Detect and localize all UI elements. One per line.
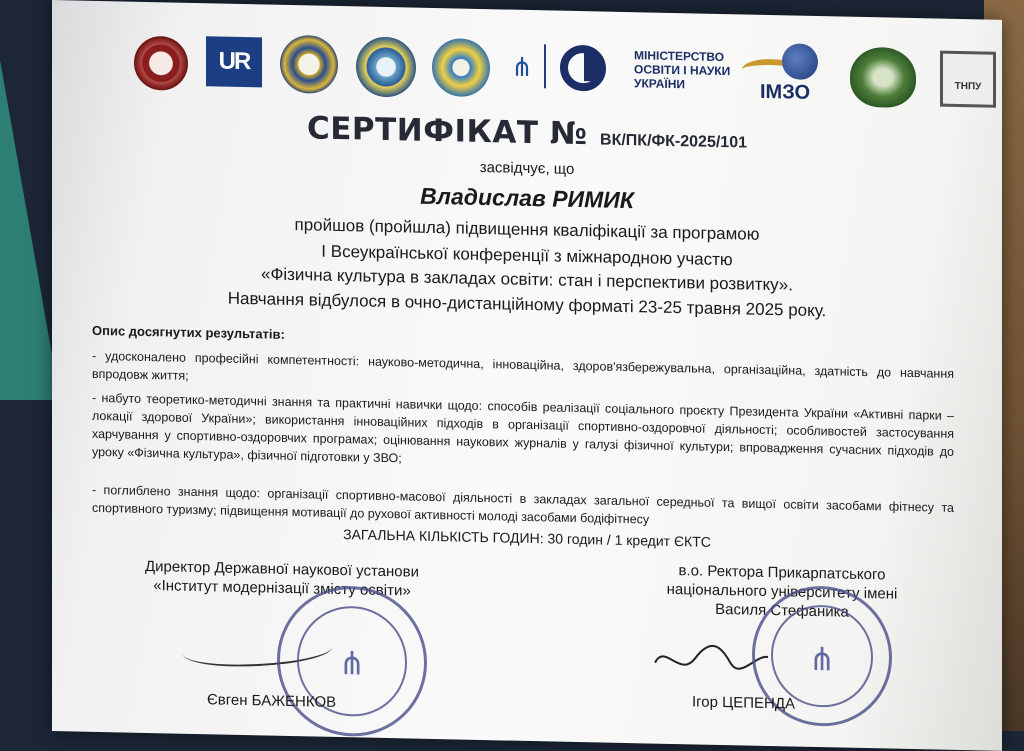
ministry-logo-bar xyxy=(584,53,598,81)
left-stamp-icon xyxy=(277,585,427,738)
left-signatory-position xyxy=(122,556,442,601)
certificate-paper xyxy=(52,0,1002,751)
certificate-title: СЕРТИФІКАТ № xyxy=(306,110,588,153)
logo-divider xyxy=(544,44,546,88)
institute-seal-icon xyxy=(356,36,416,97)
total-hours: ЗАГАЛЬНА КІЛЬКІСТЬ ГОДИН: 30 годин / 1 кредит ЄКТС xyxy=(343,526,711,550)
right-position-line: в.о. Ректора Прикарпатського xyxy=(678,562,886,584)
program-line-1: пройшов (пройшла) підвищення кваліфікації за програмою xyxy=(294,215,760,244)
laurel-emblem-icon xyxy=(850,47,916,108)
stamp-trident-icon: ⋔ xyxy=(808,640,836,678)
left-position-line: Директор Державної наукової установи xyxy=(144,557,419,581)
recipient-name: Владислав РИМИК xyxy=(420,182,634,214)
results-heading: Опис досягнутих результатів: xyxy=(92,322,285,342)
stamp-trident-icon: ⋔ xyxy=(338,644,366,682)
ur-logo-icon: UR xyxy=(206,36,262,87)
result-item: - удосконалено професійні компетентності: науково-методична, інноваційна, здоров'язбережувальна, організаційна, здатність до навчання впродовж життя; xyxy=(92,348,954,383)
ministry-logo-icon xyxy=(560,45,606,92)
right-position-line: національного університету імені xyxy=(666,580,898,603)
left-position-line: «Інститут модернізації змісту освіти» xyxy=(153,577,411,600)
imzo-logo-icon xyxy=(742,42,828,106)
logo-row xyxy=(52,28,1002,118)
right-position-line: Василя Стефаника xyxy=(715,600,849,621)
academy-seal-icon xyxy=(280,35,338,94)
trident-icon: ⋔ xyxy=(511,51,533,83)
ministry-name: МІНІСТЕРСТВО ОСВІТИ І НАУКИ УКРАЇНИ xyxy=(634,48,731,92)
result-item: - набуто теоретико-методичні знання та практичні навички щодо: способів реалізації соціального проєкту Президента України «Активні парки – локації здорової України»; використання інноваційних підходів в організації спортивно-оздоровчої діяльності; особливостей застосування харчування у спортивно-оздоровчих програмах; оцінювання наукових журналів у галузі фізичної культури; впровадження сучасних підходів до уроку «Фізична культура», фізичної підготовки у ЗВО; xyxy=(92,390,954,466)
tnpu-text: ТНПУ xyxy=(954,80,982,93)
program-line-4: Навчання відбулося в очно-дистанційному форматі 23-25 травня 2025 року. xyxy=(227,288,827,321)
program-line-2: І Всеукраїнської конференції з міжнародною участю xyxy=(321,241,733,270)
background-teal-shape xyxy=(0,60,60,400)
result-item: - поглиблено знання щодо: організації спортивно-масової діяльності в закладах загальної середньої та вищої освіти засобами фітнесу та спортивного туризму; підвищення мотивації до рухової активності молоді засобами бодіфітнесу xyxy=(92,482,954,527)
sports-seal-icon xyxy=(432,38,490,97)
imzo-text: ІМЗО xyxy=(760,80,811,104)
program-line-3: «Фізична культура в закладах освіти: стан і перспективи розвитку». xyxy=(260,264,793,295)
certificate-number: ВК/ПК/ФК-2025/101 xyxy=(600,131,747,152)
certifies-text: засвідчує, що xyxy=(479,158,575,178)
imzo-globe-icon xyxy=(782,43,818,80)
right-signer-name: Ігор ЦЕПЕНДА xyxy=(692,693,796,713)
tnpu-logo-icon xyxy=(940,51,996,108)
left-signer-name: Євген БАЖЕНКОВ xyxy=(207,691,337,711)
university-crest-icon xyxy=(134,36,188,91)
